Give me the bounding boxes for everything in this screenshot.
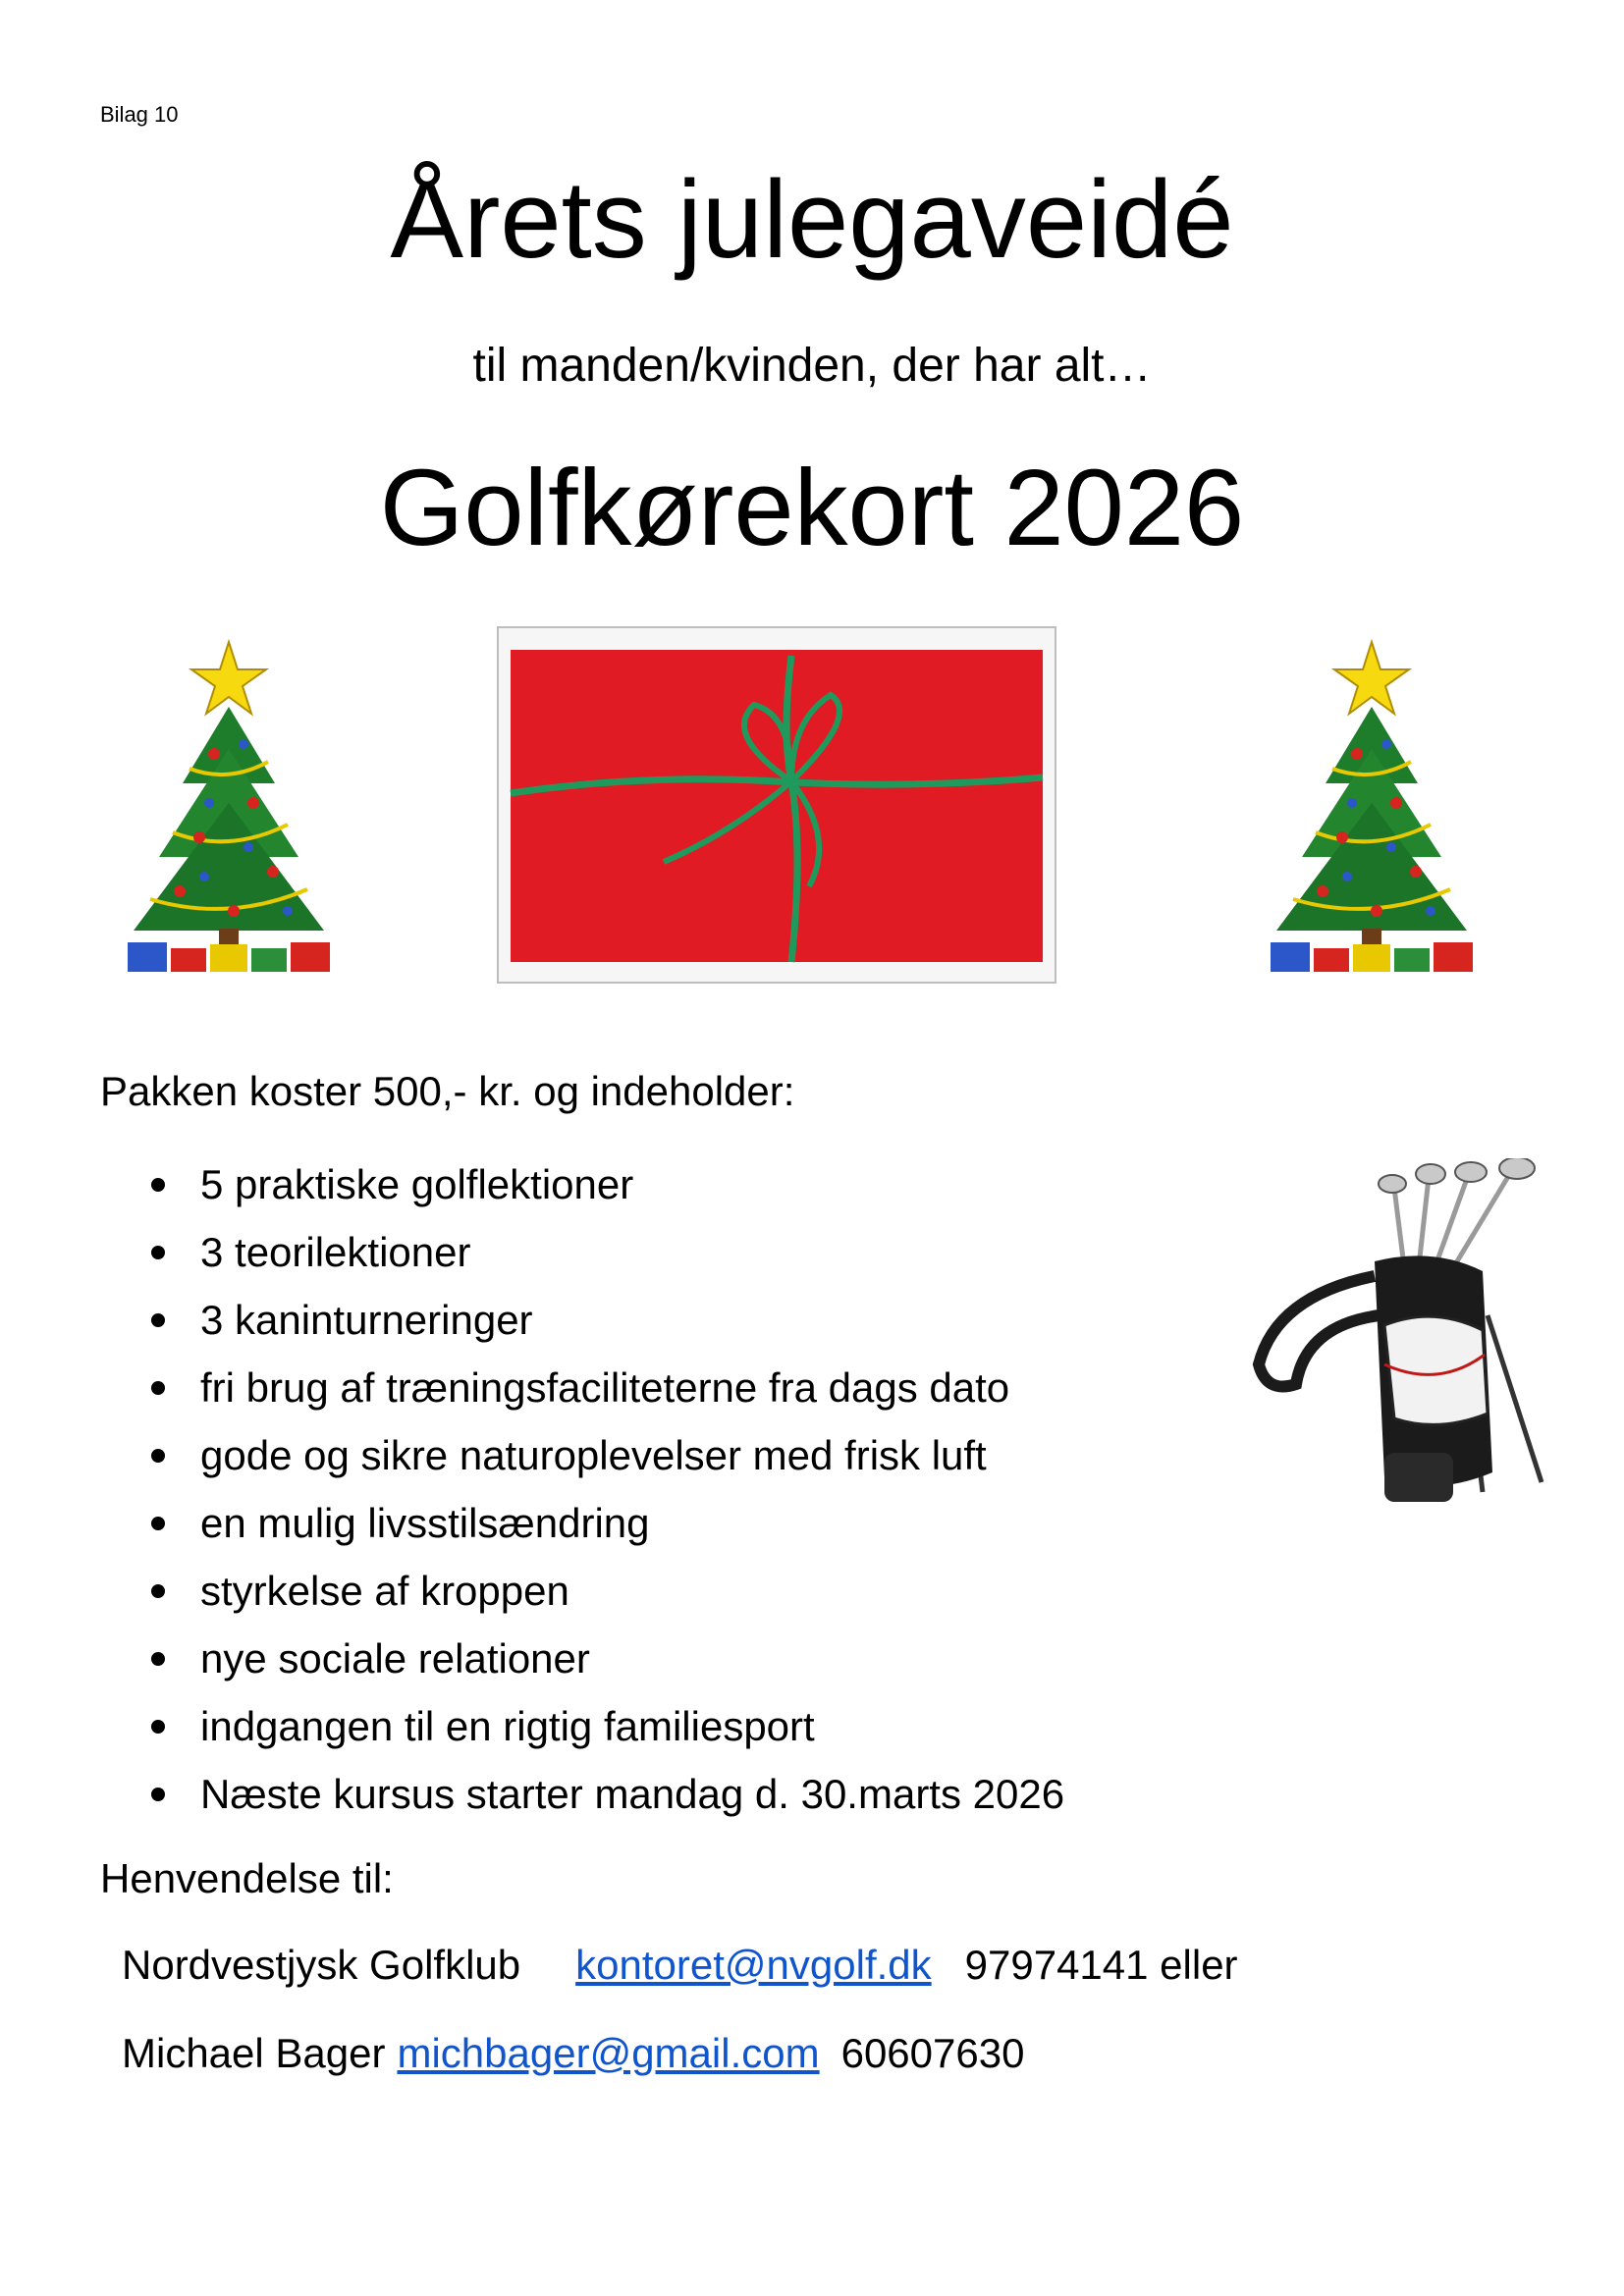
contact-row-club: [122, 1942, 1238, 1989]
list-item: [147, 1625, 1064, 1692]
bullet-icon: [151, 1246, 165, 1259]
bullet-icon: [151, 1652, 165, 1666]
page-subtitle: til manden/kvinden, der har alt…: [472, 340, 1152, 392]
contact-heading: Henvendelse til:: [100, 1855, 394, 1901]
christmas-tree-right-image: [1249, 636, 1494, 989]
bullet-icon: [151, 1381, 165, 1395]
list-item: [147, 1421, 1064, 1489]
list-item: [147, 1218, 1064, 1286]
email-link[interactable]: michbager@gmail.com: [397, 2030, 820, 2076]
feature-text: 3 kaninturneringer: [200, 1297, 533, 1343]
contact-row-person: [122, 2030, 1024, 2077]
feature-text: styrkelse af kroppen: [200, 1568, 569, 1614]
list-item: [147, 1557, 1064, 1625]
bullet-icon: [151, 1313, 165, 1327]
feature-text: fri brug af træningsfaciliteterne fra dags dato: [200, 1364, 1010, 1411]
bullet-icon: [151, 1517, 165, 1530]
bullet-icon: [151, 1178, 165, 1192]
intro-text: Pakken koster 500,- kr. og indeholder:: [100, 1068, 795, 1114]
list-item: [147, 1692, 1064, 1760]
list-item: [147, 1286, 1064, 1354]
product-title: Golfkørekort 2026: [379, 448, 1245, 568]
contact-name: Michael Bager: [122, 2030, 386, 2076]
page-title: Årets julegaveidé: [390, 158, 1234, 281]
list-item: [147, 1760, 1064, 1828]
bullet-icon: [151, 1584, 165, 1598]
contact-phone: 97974141 eller: [964, 1942, 1238, 1988]
gift-envelope-image: [497, 626, 1056, 984]
list-item: [147, 1150, 1064, 1218]
bullet-icon: [151, 1449, 165, 1463]
contact-name: Nordvestjysk Golfklub: [122, 1942, 521, 1988]
list-item: [147, 1354, 1064, 1421]
features-list: [147, 1150, 1064, 1828]
appendix-label: Bilag 10: [100, 102, 179, 127]
feature-text: indgangen til en rigtig familiesport: [200, 1703, 815, 1749]
christmas-tree-left-image: [106, 636, 352, 989]
feature-text: 5 praktiske golflektioner: [200, 1161, 634, 1207]
feature-text: nye sociale relationer: [200, 1635, 590, 1682]
feature-text: en mulig livsstilsændring: [200, 1500, 650, 1546]
contact-phone: 60607630: [840, 2030, 1025, 2076]
email-link[interactable]: kontoret@nvgolf.dk: [575, 1942, 932, 1988]
list-item: [147, 1489, 1064, 1557]
feature-text: gode og sikre naturoplevelser med frisk luft: [200, 1432, 987, 1478]
bullet-icon: [151, 1720, 165, 1734]
bullet-icon: [151, 1788, 165, 1801]
golf-bag-image: [1237, 1158, 1571, 1551]
feature-text: Næste kursus starter mandag d. 30.marts 2026: [200, 1771, 1065, 1817]
feature-text: 3 teorilektioner: [200, 1229, 471, 1275]
